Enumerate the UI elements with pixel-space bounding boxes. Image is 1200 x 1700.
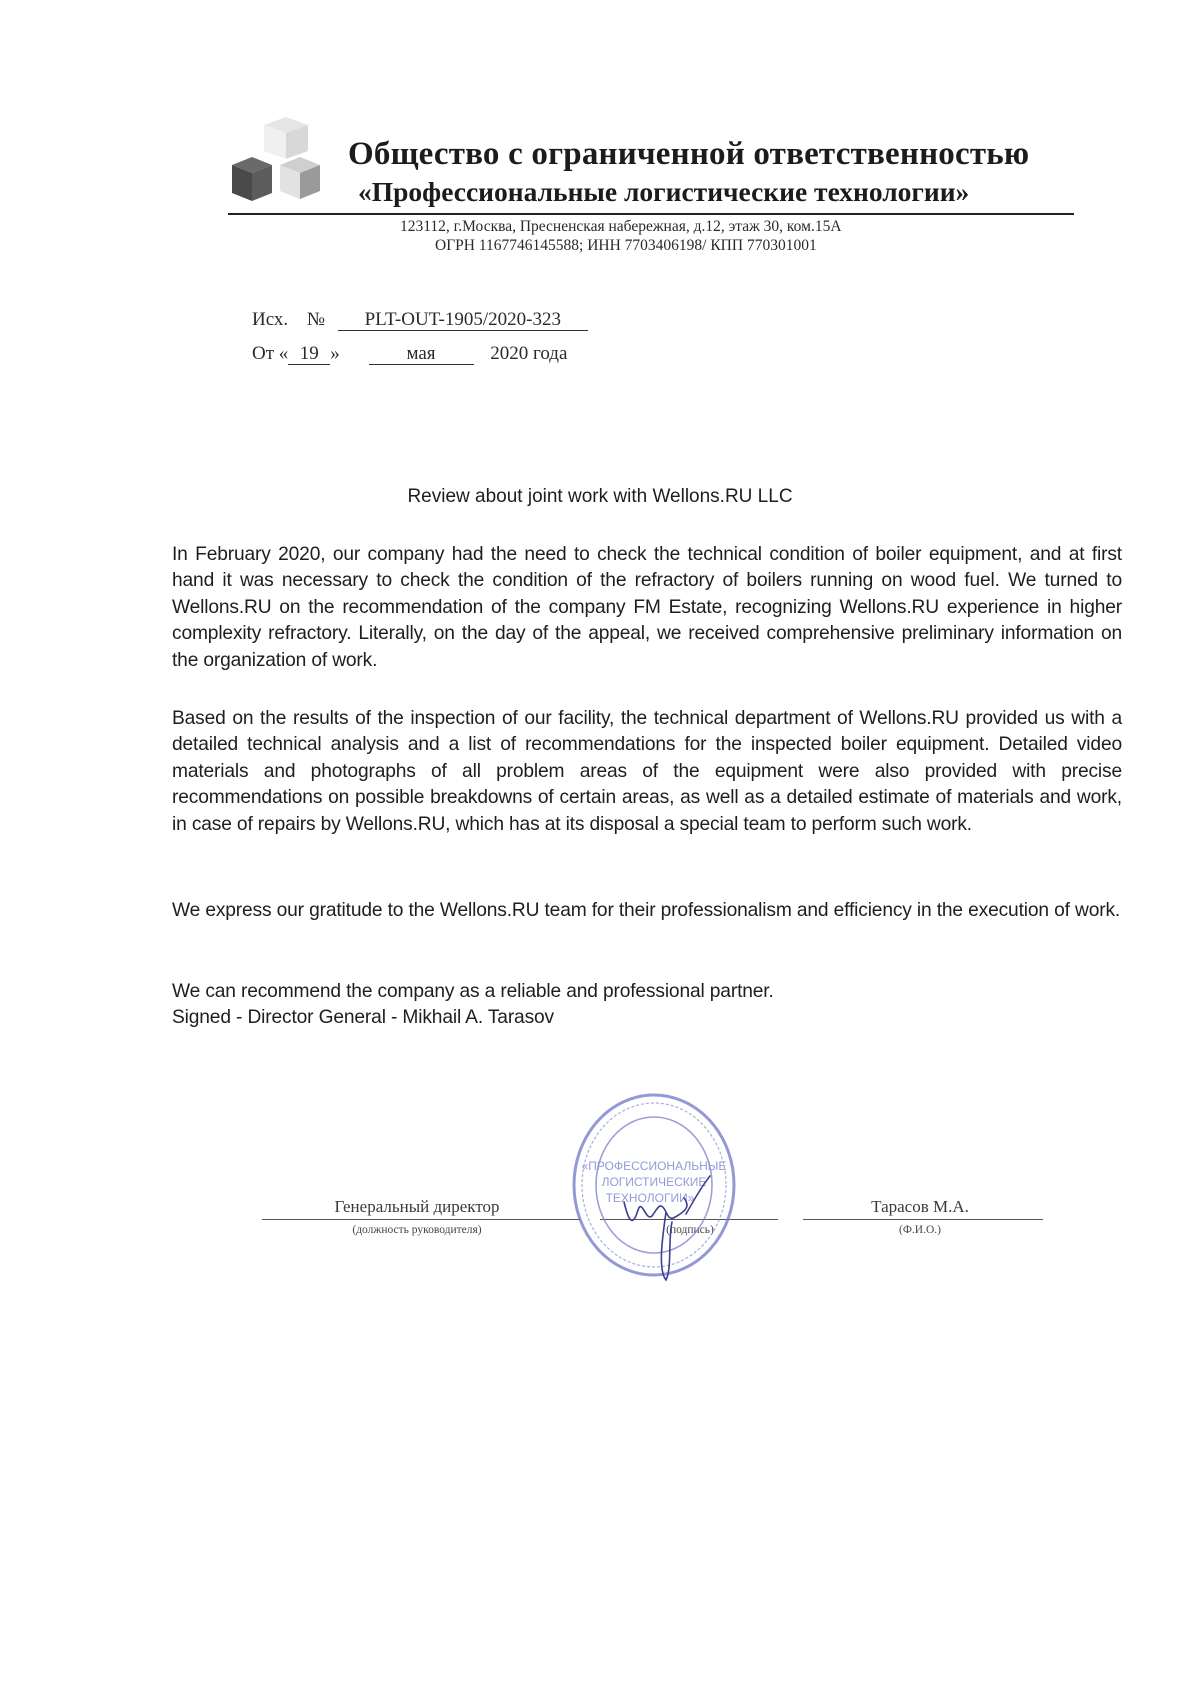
outgoing-number-row — [252, 309, 588, 331]
date-day: 19 — [288, 343, 330, 365]
outgoing-label: Исх. — [252, 309, 289, 330]
name-line — [803, 1219, 1043, 1220]
position-line — [262, 1219, 580, 1220]
outgoing-number-value: PLT-OUT-1905/2020-323 — [338, 309, 588, 331]
date-year: 2020 года — [490, 343, 568, 364]
date-row — [252, 343, 567, 365]
company-name-line1: Общество с ограниченной ответственностью — [348, 136, 1030, 172]
stacked-cubes-logo-icon — [228, 113, 340, 208]
signatory-position: Генеральный директор — [334, 1197, 500, 1216]
position-caption: (должность руководителя) — [352, 1224, 482, 1236]
date-day-close: » — [330, 343, 340, 364]
company-name-line2: «Профессиональные логистические технологии» — [358, 176, 970, 207]
signature-caption: (подпись) — [666, 1224, 714, 1236]
letter-paragraph: In February 2020, our company had the need to check the technical condition of boiler equipment, and at first hand it was necessary to check the condition of the refractory of boilers running on wood fuel. We turned to Wellons.RU on the recommendation of the company FM Estate, recognizing Wellons.RU experience in higher complexity refractory. Literally, on the day of the appeal, we received comprehensive preliminary information on the organization of work. — [172, 544, 1122, 671]
letter-paragraph: Based on the results of the inspection of our facility, the technical department of Wellons.RU provided us with a detailed technical analysis and a list of recommendations for the inspected boiler equipment. Detailed video materials and photographs of all problem areas of the equipment were also provided with precise recommendations on possible breakdowns of certain areas, as well as a detailed estimate of materials and work, in case of repairs by Wellons.RU, which has at its disposal a special team to perform such work. — [172, 708, 1122, 835]
stamp-line-3: ТЕХНОЛОГИИ» — [605, 1191, 695, 1205]
company-address: 123112, г.Москва, Пресненская набережная, д.12, этаж 30, ком.15А — [400, 218, 842, 235]
signed-by-line: Signed - Director General - Mikhail A. Tarasov — [172, 1007, 554, 1028]
letter-paragraph: We express our gratitude to the Wellons.RU team for their professionalism and efficiency in the execution of work. — [172, 900, 1121, 921]
stamp-line-1: «ПРОФЕССИОНАЛЬНЫЕ — [581, 1159, 727, 1173]
stamp-line-2: ЛОГИСТИЧЕСКИЕ — [601, 1175, 707, 1189]
name-caption: (Ф.И.О.) — [899, 1224, 941, 1236]
letter-paragraph: We can recommend the company as a reliable and professional partner. — [172, 981, 774, 1002]
header-divider — [228, 213, 1074, 215]
number-sign: № — [306, 309, 326, 330]
company-registry-numbers: ОГРН 1167746145588; ИНН 7703406198/ КПП 770301001 — [435, 237, 817, 254]
letter-title: Review about joint work with Wellons.RU LLC — [407, 486, 793, 507]
signatory-name: Тарасов М.А. — [871, 1197, 969, 1216]
company-stamp-icon — [562, 1090, 747, 1290]
date-month: мая — [369, 343, 474, 365]
date-prefix: От « — [252, 343, 289, 364]
